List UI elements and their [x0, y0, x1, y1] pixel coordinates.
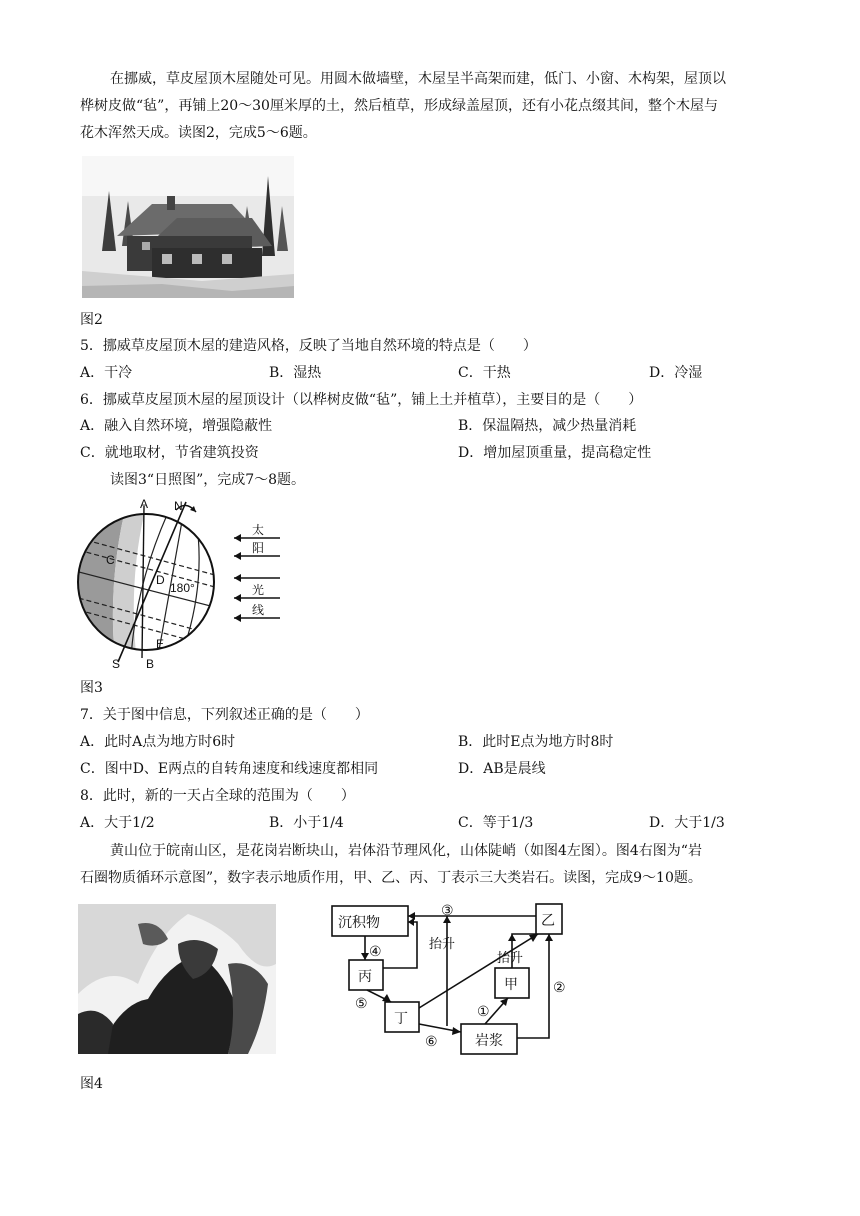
figure-4-caption: 图4: [80, 1076, 103, 1092]
q5-stem: 5．挪威草皮屋顶木屋的建造风格，反映了当地自然环境的特点是（ ）: [80, 338, 537, 354]
fig3-label-c: C: [106, 553, 115, 567]
q5-option-b[interactable]: B．湿热: [269, 365, 322, 381]
intro-line-2: 桦树皮做“毡”，再铺上20～30厘米厚的土，然后植草，形成绿盖屋顶，还有小花点缀其间，整个木屋与: [80, 98, 718, 114]
intro-line-3: 花木浑然天成。读图2，完成5～6题。: [80, 125, 317, 141]
q8-option-c[interactable]: C．等于1/3: [458, 815, 534, 831]
intro-huangshan-1: 黄山位于皖南山区，是花岗岩断块山，岩体沿节理风化，山体陡峭（如图4左图）。图4右图为“岩: [110, 843, 702, 859]
figure-4-photo: [78, 904, 276, 1054]
q6-stem: 6．挪威草皮屋顶木屋的屋顶设计（以桦树皮做“毡”，铺上土并植草），主要目的是（ ）: [80, 392, 643, 408]
q6-option-b[interactable]: B．保温隔热，减少热量消耗: [458, 418, 637, 434]
q6-option-c[interactable]: C．就地取材，节省建筑投资: [80, 445, 259, 461]
q5-option-a[interactable]: A．干冷: [80, 365, 133, 381]
fig3-sun-4: 线: [252, 603, 265, 617]
fig4-box-magma: 岩浆: [475, 1033, 503, 1049]
fig4-label-4: ④: [369, 944, 382, 960]
q8-option-d[interactable]: D．大于1/3: [649, 815, 725, 831]
fig3-sun-2: 阳: [252, 541, 265, 555]
intro-figure-3: 读图3“日照图”，完成7～8题。: [110, 472, 306, 488]
fig4-box-sediment: 沉积物: [338, 915, 380, 931]
fig4-label-6: ⑥: [425, 1034, 438, 1050]
q5-option-c[interactable]: C．干热: [458, 365, 511, 381]
fig4-label-uplift-2: 抬升: [497, 951, 524, 966]
fig4-box-jia: 甲: [504, 977, 518, 993]
fig3-label-n: N: [174, 499, 183, 513]
fig4-label-5: ⑤: [355, 996, 368, 1012]
figure-4-rock-cycle: [325, 898, 585, 1058]
q8-stem: 8．此时，新的一天占全球的范围为（ ）: [80, 788, 355, 804]
q8-option-a[interactable]: A．大于1/2: [80, 815, 155, 831]
intro-line-1: 在挪威，草皮屋顶木屋随处可见。用圆木做墙壁，木屋呈半高架而建，低门、小窗、木构架，屋顶以: [110, 71, 726, 87]
figure-3-diagram: [76, 498, 291, 670]
figure-3-caption: 图3: [80, 680, 103, 696]
q6-option-d[interactable]: D．增加屋顶重量，提高稳定性: [458, 445, 652, 461]
intro-huangshan-2: 石圈物质循环示意图”，数字表示地质作用，甲、乙、丙、丁表示三大类岩石。读图，完成9～10题。: [80, 870, 702, 886]
fig3-sun-1: 太: [252, 523, 265, 537]
fig3-sun-3: 光: [252, 583, 265, 597]
fig3-label-s: S: [112, 657, 121, 670]
fig4-label-1: ①: [477, 1004, 490, 1020]
fig3-label-180: 180°: [170, 581, 195, 595]
q7-option-d[interactable]: D．AB是晨线: [458, 761, 546, 777]
fig4-box-yi: 乙: [541, 913, 555, 929]
q7-option-b[interactable]: B．此时E点为地方时8时: [458, 734, 614, 750]
q5-option-d[interactable]: D．冷湿: [649, 365, 703, 381]
fig3-label-d: D: [156, 573, 165, 587]
figure-2-caption: 图2: [80, 312, 103, 328]
q7-option-a[interactable]: A．此时A点为地方时6时: [80, 734, 236, 750]
q6-option-a[interactable]: A．融入自然环境，增强隐蔽性: [80, 418, 273, 434]
fig4-box-ding: 丁: [394, 1011, 408, 1027]
q7-stem: 7．关于图中信息，下列叙述正确的是（ ）: [80, 707, 369, 723]
q7-option-c[interactable]: C．图中D、E两点的自转角速度和线速度都相同: [80, 761, 379, 777]
fig3-label-e: E: [156, 637, 165, 651]
fig3-label-a: A: [140, 498, 149, 511]
q8-option-b[interactable]: B．小于1/4: [269, 815, 344, 831]
figure-2-photo: [82, 156, 294, 298]
fig4-box-bing: 丙: [358, 969, 372, 985]
fig4-label-3: ③: [441, 903, 454, 919]
fig3-label-b: B: [146, 657, 155, 670]
fig4-label-2: ②: [553, 980, 566, 996]
fig4-label-uplift-1: 抬升: [429, 937, 456, 952]
